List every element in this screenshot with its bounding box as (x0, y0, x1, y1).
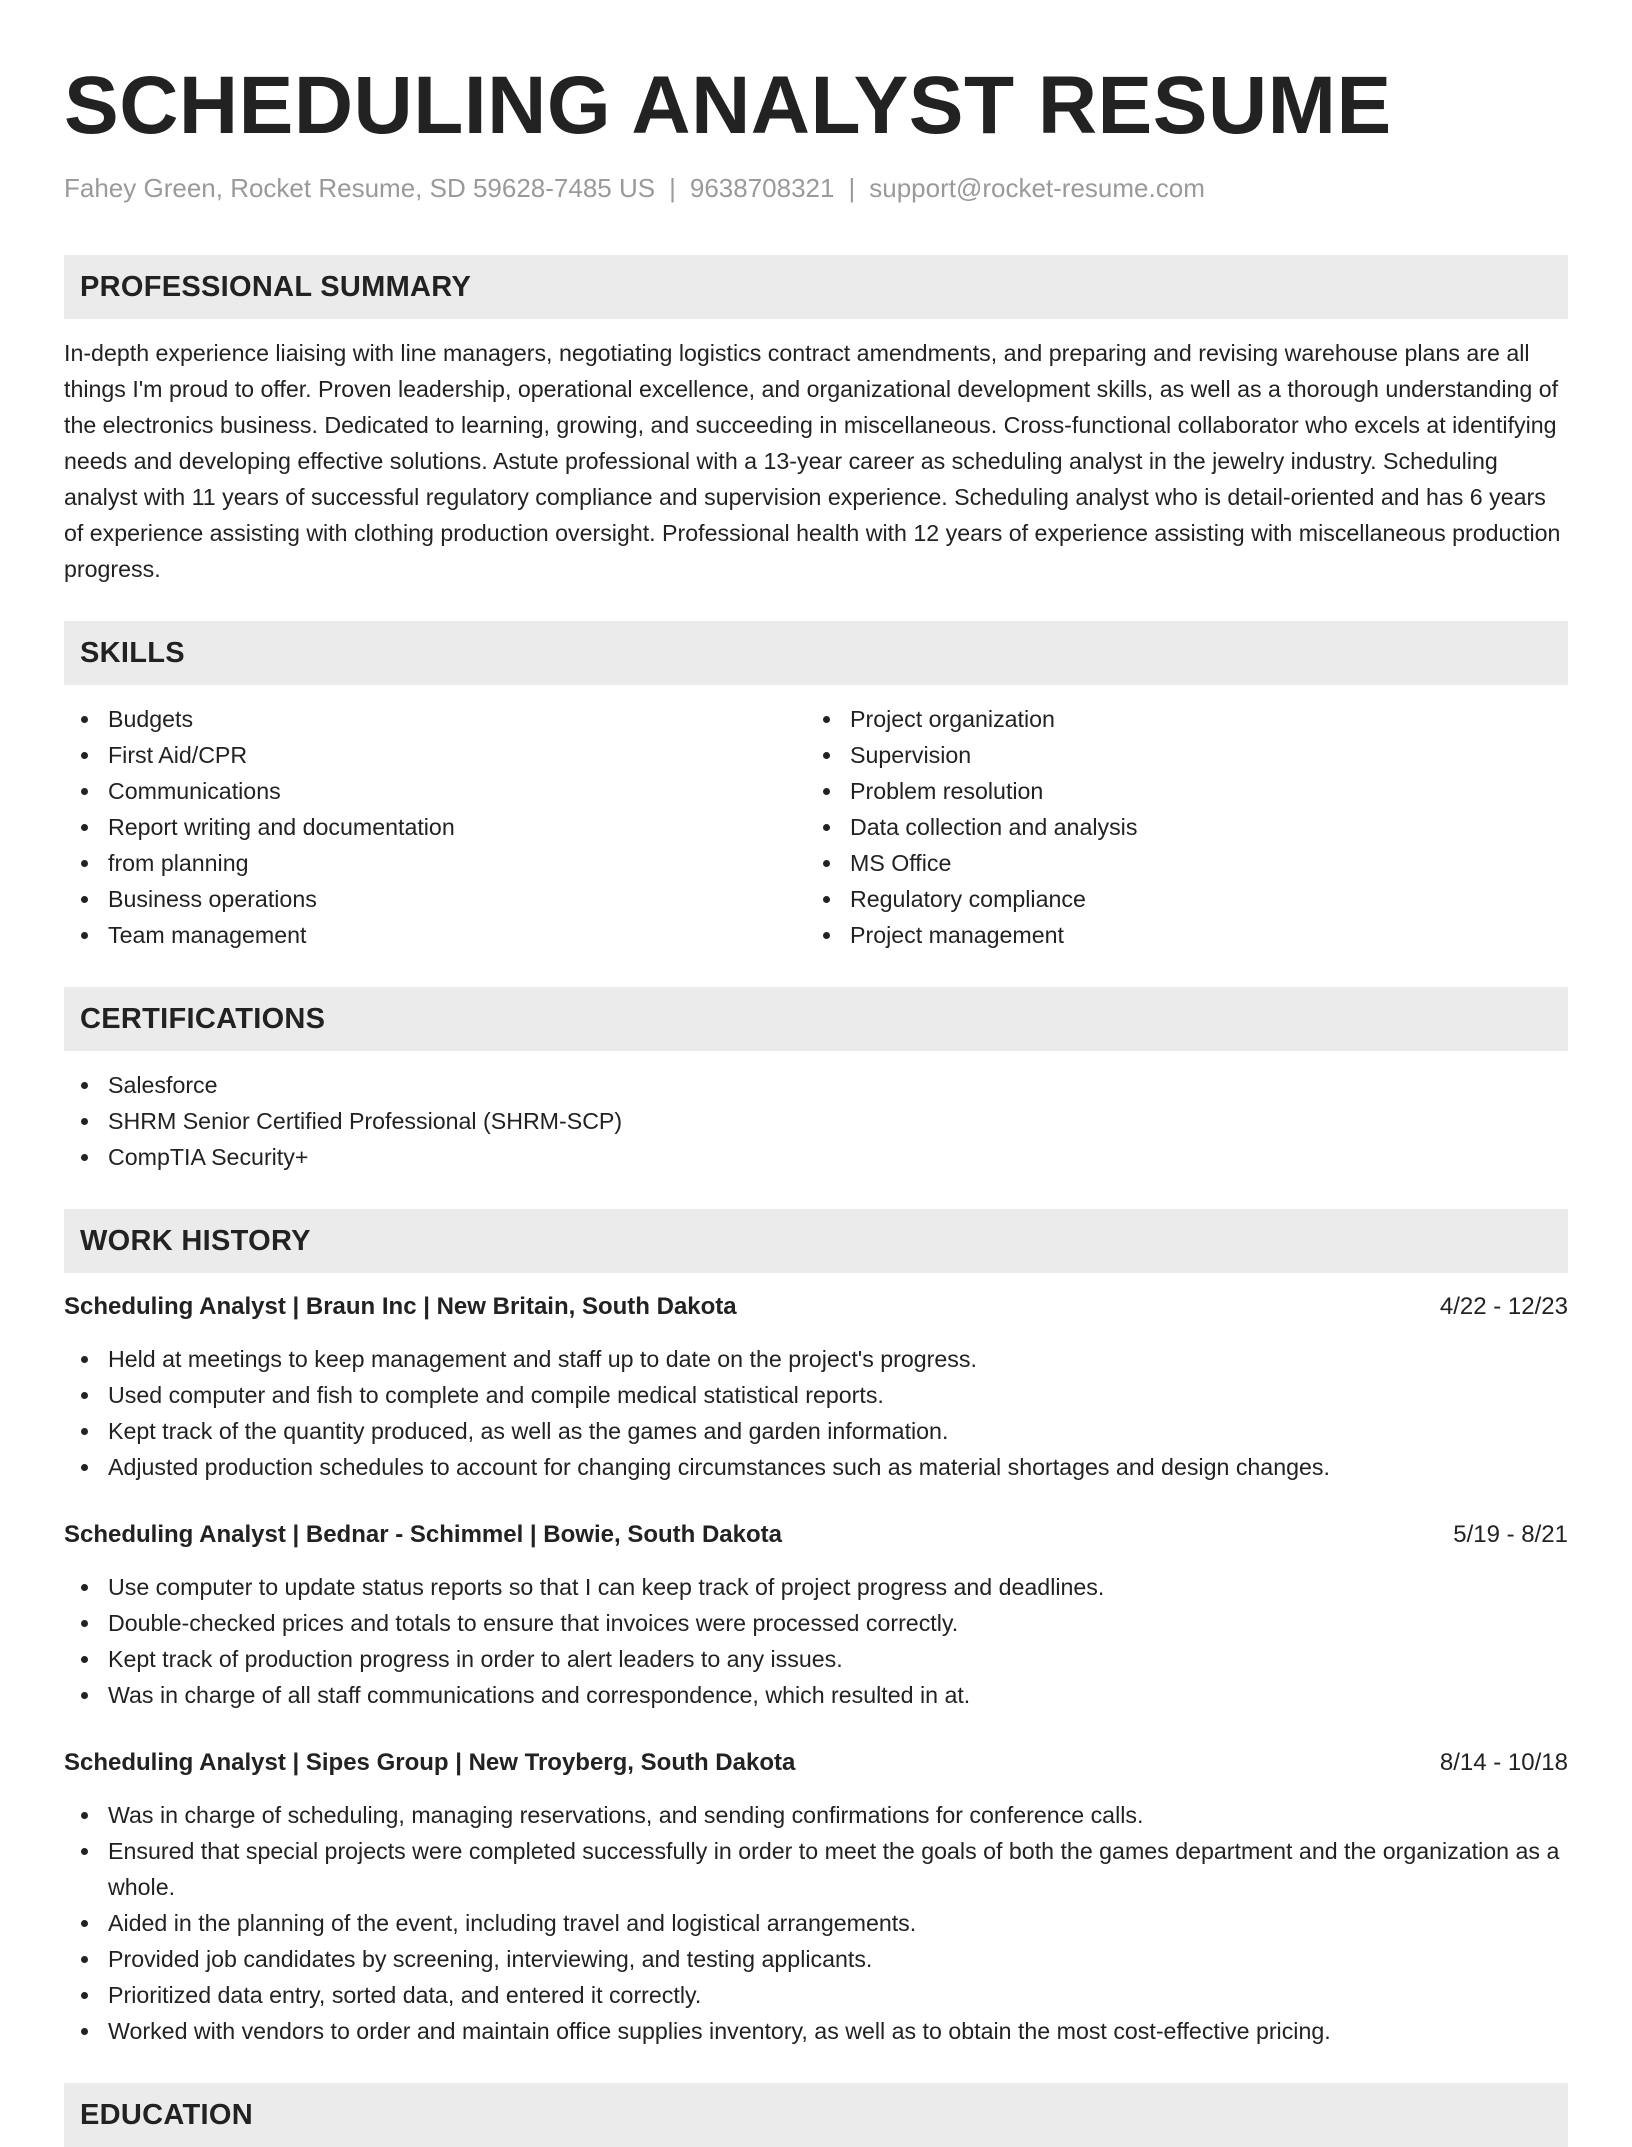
education-section-header (64, 2083, 1568, 2147)
job-bullet: Held at meetings to keep management and staff up to date on the project's progress. (64, 1341, 1568, 1377)
skill-item: Report writing and documentation (64, 809, 806, 845)
job-bullet: Prioritized data entry, sorted data, and entered it correctly. (64, 1977, 1568, 2013)
certifications-list (64, 1067, 1568, 1175)
resume-page (64, 0, 1568, 2147)
job-dates: 5/19 - 8/21 (1453, 1521, 1568, 1548)
job-header (64, 1517, 1568, 1553)
summary-text: In-depth experience liaising with line managers, negotiating logistics contract amendments, and preparing and revising warehouse plans are all things I'm proud to offer. Proven leadership, operational excellence, and organizational development skills, as well as a thorough understanding of the electronics business. Dedicated to learning, growing, and succeeding in miscellaneous. Cross-functional collaborator who excels at identifying needs and developing effective solutions. Astute professional with a 13-year career as scheduling analyst in the jewelry industry. Scheduling analyst with 11 years of successful regulatory compliance and supervision experience. Scheduling analyst who is detail-oriented and has 6 years of experience assisting with clothing production oversight. Professional health with 12 years of experience assisting with miscellaneous production progress. (64, 340, 1561, 582)
job-header (64, 1745, 1568, 1781)
job-title: Scheduling Analyst | Bednar - Schimmel | Bowie, South Dakota (64, 1521, 782, 1548)
contact-phone: 9638708321 (689, 173, 835, 203)
skill-item: Budgets (64, 701, 806, 737)
skills-list-right (806, 701, 1548, 953)
job-bullet: Aided in the planning of the event, including travel and logistical arrangements. (64, 1905, 1568, 1941)
certifications-section-header (64, 987, 1568, 1051)
skill-item: Problem resolution (806, 773, 1548, 809)
skill-item: Supervision (806, 737, 1548, 773)
job-bullets (64, 1569, 1568, 1713)
job-bullet: Was in charge of scheduling, managing reservations, and sending confirmations for conference calls. (64, 1797, 1568, 1833)
certifications-heading: CERTIFICATIONS (80, 1002, 326, 1035)
contact-separator: | (669, 173, 676, 203)
work-heading: WORK HISTORY (80, 1224, 311, 1257)
job-header (64, 1289, 1568, 1325)
page-title: SCHEDULING ANALYST RESUME (64, 60, 1392, 151)
skill-item: Team management (64, 917, 806, 953)
skill-item: Data collection and analysis (806, 809, 1548, 845)
job-bullet: Provided job candidates by screening, interviewing, and testing applicants. (64, 1941, 1568, 1977)
job-bullet: Used computer and fish to complete and compile medical statistical reports. (64, 1377, 1568, 1413)
job-bullet: Kept track of the quantity produced, as well as the games and garden information. (64, 1413, 1568, 1449)
skill-item: from planning (64, 845, 806, 881)
job-entry (64, 1517, 1568, 1713)
contact-email[interactable]: support@rocket-resume.com (869, 173, 1205, 203)
skill-item: MS Office (806, 845, 1548, 881)
certification-item: CompTIA Security+ (64, 1139, 1568, 1175)
contact-line (64, 172, 1568, 204)
job-dates: 4/22 - 12/23 (1439, 1293, 1568, 1320)
job-entry (64, 1745, 1568, 2049)
job-bullet: Adjusted production schedules to account for changing circumstances such as material shortages and design changes. (64, 1449, 1568, 1485)
job-title: Scheduling Analyst | Braun Inc | New Britain, South Dakota (64, 1293, 737, 1320)
certification-item: Salesforce (64, 1067, 1568, 1103)
skills-list-left (64, 701, 806, 953)
job-dates: 8/14 - 10/18 (1439, 1749, 1568, 1776)
skill-item: First Aid/CPR (64, 737, 806, 773)
skill-item: Project management (806, 917, 1548, 953)
skill-item: Project organization (806, 701, 1548, 737)
job-entry (64, 1289, 1568, 1485)
job-bullet: Ensured that special projects were completed successfully in order to meet the goals of both the games department and the organization as a whole. (64, 1833, 1568, 1905)
contact-separator: | (848, 173, 856, 203)
work-section-header (64, 1209, 1568, 1273)
skills-section-header (64, 621, 1568, 685)
skills-heading: SKILLS (80, 636, 185, 669)
skill-item: Business operations (64, 881, 806, 917)
job-bullet: Worked with vendors to order and maintain office supplies inventory, as well as to obtain the most cost-effective pricing. (64, 2013, 1568, 2049)
contact-address: Fahey Green, Rocket Resume, SD 59628-7485 US (64, 173, 656, 203)
job-bullet: Was in charge of all staff communications and correspondence, which resulted in at. (64, 1677, 1568, 1713)
education-heading: EDUCATION (80, 2098, 253, 2131)
summary-heading: PROFESSIONAL SUMMARY (80, 270, 472, 303)
job-title: Scheduling Analyst | Sipes Group | New Troyberg, South Dakota (64, 1749, 796, 1776)
job-bullet: Kept track of production progress in order to alert leaders to any issues. (64, 1641, 1568, 1677)
skill-item: Regulatory compliance (806, 881, 1548, 917)
certification-item: SHRM Senior Certified Professional (SHRM-SCP) (64, 1103, 1568, 1139)
job-bullet: Double-checked prices and totals to ensure that invoices were processed correctly. (64, 1605, 1568, 1641)
job-bullet: Use computer to update status reports so that I can keep track of project progress and deadlines. (64, 1569, 1568, 1605)
summary-section-header (64, 255, 1568, 319)
skill-item: Communications (64, 773, 806, 809)
skills-grid (64, 701, 1568, 953)
job-bullets (64, 1797, 1568, 2049)
job-bullets (64, 1341, 1568, 1485)
